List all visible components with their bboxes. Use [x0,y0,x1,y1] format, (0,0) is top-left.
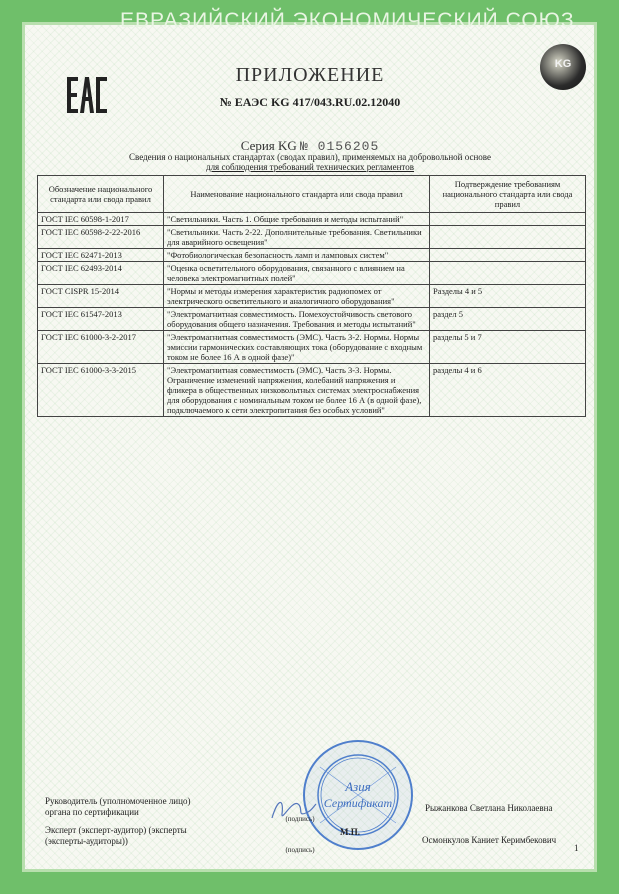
expert-label: Эксперт (эксперт-аудитор) (эксперты (эксперты-аудиторы)) [45,825,187,846]
page-title: ПРИЛОЖЕНИЕ [235,64,385,86]
header-standard-code: Обозначение национального стандарта или свода правил [38,176,164,213]
header-standard-name: Наименование национального стандарта или свода правил [164,176,430,213]
description-line-2: для соблюдения требований технических регламентов [205,162,414,172]
union-banner: ЕВРАЗИЙСКИЙ ЭКОНОМИЧЕСКИЙ СОЮЗ [120,9,575,32]
standard-code: ГОСТ IEC 61547-2013 [38,308,164,331]
standard-confirmation [430,213,586,226]
standard-confirmation: разделы 4 и 6 [430,364,586,417]
expert-signature-caption: (подпись) [285,846,315,854]
standard-code: ГОСТ CISPR 15-2014 [38,285,164,308]
head-signature-caption: (подпись) [285,815,315,823]
head-name: Рыжанкова Светлана Николаевна [425,803,553,813]
standard-confirmation: разделы 5 и 7 [430,331,586,364]
table-row [38,285,586,308]
standard-confirmation [430,262,586,285]
standard-name: "Электромагнитная совместимость. Помехоустойчивость светового оборудования общего назначения. Требования и методы испытаний" [164,308,430,331]
table-row [38,213,586,226]
standard-name: "Электромагнитная совместимость (ЭМС). Часть 3-3. Нормы. Ограничение изменений напряжения, колебаний напряжения и фликера в общественных низковольтных системах электроснабжения для оборудования с номинальным током не более 16 А (в одной фазе), подключаемого к сети электропитания без особых условий" [164,364,430,417]
standard-code: ГОСТ IEC 62471-2013 [38,249,164,262]
standard-name: "Нормы и методы измерения характеристик радиопомех от электрического осветительного и аналогичного оборудования" [164,285,430,308]
table-row [38,331,586,364]
hologram-seal [540,44,586,90]
head-label: Руководитель (уполномоченное лицо) органа по сертификации [45,796,191,817]
page-number: 1 [574,843,579,853]
standard-code: ГОСТ IEC 60598-1-2017 [38,213,164,226]
hologram-text: KG [554,58,572,70]
standard-confirmation [430,249,586,262]
table-row [38,364,586,417]
eac-mark-icon [65,73,109,117]
standard-code: ГОСТ IEC 62493-2014 [38,262,164,285]
table-row [38,262,586,285]
certificate-number: № ЕАЭС KG 417/043.RU.02.12040 [219,95,401,109]
standards-description [100,152,520,172]
expert-name: Осмонкулов Каниет Керимбекович [422,835,557,845]
series-number: № 0156205 [300,139,380,154]
standard-code: ГОСТ IEC 60598-2-22-2016 [38,226,164,249]
standard-confirmation [430,226,586,249]
table-header-row [38,176,586,213]
standard-name: "Фотобиологическая безопасность ламп и ламповых систем" [164,249,430,262]
standard-confirmation: раздел 5 [430,308,586,331]
standard-name: "Электромагнитная совместимость (ЭМС). Часть 3-2. Нормы. Нормы эмиссии гармонических составляющих тока (оборудование с входным током не более 16 А в одной фазе)" [164,331,430,364]
standards-table [37,175,586,417]
standard-code: ГОСТ IEC 61000-3-3-2015 [38,364,164,417]
standard-name: "Оценка осветительного оборудования, связанного с влиянием на человека электромагнитных полей" [164,262,430,285]
seal-label: М.П. [340,827,360,837]
table-row [38,249,586,262]
standard-confirmation: Разделы 4 и 5 [430,285,586,308]
stamp-line-1: Азия [345,779,371,794]
standard-name: "Светильники. Часть 2-22. Дополнительные требования. Светильники для аварийного освещения" [164,226,430,249]
standard-code: ГОСТ IEC 61000-3-2-2017 [38,331,164,364]
standard-name: "Светильники. Часть 1. Общие требования и методы испытаний" [164,213,430,226]
description-line-1: Сведения о национальных стандартах (сводах правил), применяемых на добровольной основе [129,152,491,162]
table-row [38,226,586,249]
header-confirmation: Подтверждение требованиям национального стандарта или свода правил [430,176,586,213]
series-label: Серия KG [240,138,297,153]
table-row [38,308,586,331]
stamp-line-2: Сертификат [323,796,393,810]
